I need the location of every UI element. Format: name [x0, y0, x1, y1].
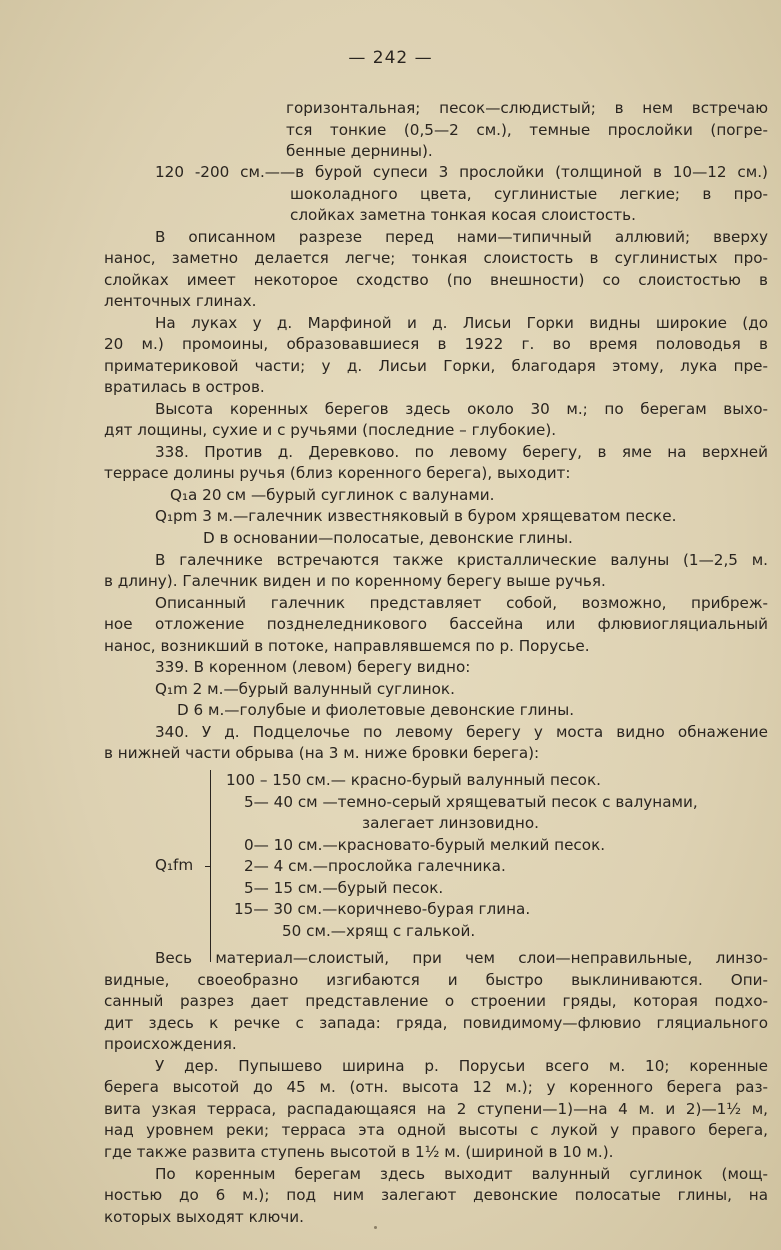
- text-line: где также развита ступень высотой в 1½ м. (шириной в 10 м.).: [104, 1143, 614, 1161]
- text-line: 20 м.) промоины, образовавшиеся в 1922 г. во время половодья в: [104, 335, 768, 353]
- text-line: 120 -200 см.——в бурой супеси 3 прослойки (толщиной в 10—12 см.): [155, 163, 768, 181]
- layer-row: 100 – 150 см.— красно-бурый валунный песок.: [226, 771, 601, 789]
- text-line: слойках имеет некоторое сходство (по внешности) со слоистостью в: [104, 271, 768, 289]
- ink-speck: [374, 1226, 377, 1229]
- text-line: в длину). Галечник виден и по коренному берегу выше ручья.: [104, 572, 606, 590]
- text-line: санный разрез дает представление о строении гряды, которая подхо-: [104, 992, 768, 1010]
- text-line: вратилась в остров.: [104, 378, 265, 396]
- page-number: — 242 —: [348, 48, 433, 68]
- brace-bracket: [210, 770, 219, 962]
- layer-line: D 6 м.—голубые и фиолетовые девонские глины.: [177, 701, 575, 719]
- text-line: ное отложение позднеледникового бассейна или флювиогляциальный: [104, 615, 768, 633]
- text-line: ностью до 6 м.); под ним залегают девонские полосатые глины, на: [104, 1186, 768, 1204]
- layer-row: 0— 10 см.—красновато-бурый мелкий песок.: [244, 836, 606, 854]
- paragraph-start: Описанный галечник представляет собой, возможно, прибреж-: [155, 594, 768, 612]
- text-line: в нижней части обрыва (на 3 м. ниже бровки берега):: [104, 744, 540, 762]
- brace-tick: [205, 866, 211, 867]
- text-line: бенные дернины).: [286, 142, 433, 160]
- paragraph-start: Весь материал—слоистый, при чем слои—неправильные, линзо-: [155, 949, 768, 967]
- layer-row: залегает линзовидно.: [362, 814, 539, 832]
- text-line: приматериковой части; у д. Лисьи Горки, благодаря этому, лука пре-: [104, 357, 768, 375]
- section-338: 338. Против д. Деревково. по левому берегу, в яме на верхней: [155, 443, 768, 461]
- text-line: горизонтальная; песок—слюдистый; в нем встречаю: [286, 99, 768, 117]
- text-line: тся тонкие (0,5—2 см.), темные прослойки (погре-: [286, 121, 768, 139]
- layer-row: 5— 40 см —темно-серый хрящеватый песок с валунами,: [244, 793, 698, 811]
- paragraph-start: Высота коренных берегов здесь около 30 м.; по берегам выхо-: [155, 400, 768, 418]
- text-line: над уровнем реки; терраса эта одной высоты с лукой у правого берега,: [104, 1121, 768, 1139]
- paragraph-start: У дер. Пупышево ширина р. Порусьи всего м. 10; коренные: [155, 1057, 768, 1075]
- paragraph-start: В описанном разрезе перед нами—типичный аллювий; вверху: [155, 228, 768, 246]
- text-line: слойках заметна тонкая косая слоистость.: [290, 206, 636, 224]
- layer-row: 2— 4 см.—прослойка галечника.: [244, 857, 506, 875]
- text-line: террасе долины ручья (близ коренного берега), выходит:: [104, 464, 571, 482]
- layer-line: Q₁a 20 см —бурый суглинок с валунами.: [170, 486, 495, 504]
- text-line: нанос, возникший в потоке, направлявшемся по р. Порусье.: [104, 637, 590, 655]
- paragraph-start: На луках у д. Марфиной и д. Лисьи Горки видны широкие (до: [155, 314, 768, 332]
- paragraph-start: В галечнике встречаются также кристаллические валуны (1—2,5 м.: [155, 551, 768, 569]
- text-line: дят лощины, сухие и с ручьями (последние – глубокие).: [104, 421, 557, 439]
- text-line: нанос, заметно делается легче; тонкая слоистость в суглинистых про-: [104, 249, 768, 267]
- text-line: ленточных глинах.: [104, 292, 257, 310]
- paragraph-start: По коренным берегам здесь выходит валунный суглинок (мощ-: [155, 1165, 768, 1183]
- text-line: дит здесь к речке с запада: гряда, повидимому—флювио гляциального: [104, 1014, 768, 1032]
- layer-line: D в основании—полосатые, девонские глины.: [203, 529, 573, 547]
- text-line: шоколадного цвета, суглинистые легкие; в про-: [290, 185, 768, 203]
- text-line: вита узкая терраса, распадающаяся на 2 ступени—1)—на 4 м. и 2)—1½ м,: [104, 1100, 768, 1118]
- text-line: которых выходят ключи.: [104, 1208, 304, 1226]
- layer-row: 5— 15 см.—бурый песок.: [244, 879, 444, 897]
- text-line: видные, своеобразно изгибаются и быстро выклиниваются. Опи-: [104, 971, 768, 989]
- layer-line: Q₁m 2 м.—бурый валунный суглинок.: [155, 680, 455, 698]
- layer-row: 50 см.—хрящ с галькой.: [282, 922, 476, 940]
- layer-index: Q₁fm: [155, 856, 194, 874]
- layer-line: Q₁pm 3 м.—галечник известняковый в буром хрящеватом песке.: [155, 507, 677, 525]
- section-339: 339. В коренном (левом) берегу видно:: [155, 658, 471, 676]
- section-340: 340. У д. Подцелочье по левому берегу у моста видно обнажение: [155, 723, 768, 741]
- text-line: берега высотой до 45 м. (отн. высота 12 м.); у коренного берега раз-: [104, 1078, 768, 1096]
- layer-row: 15— 30 см.—коричнево-бурая глина.: [234, 900, 531, 918]
- text-line: происхождения.: [104, 1035, 237, 1053]
